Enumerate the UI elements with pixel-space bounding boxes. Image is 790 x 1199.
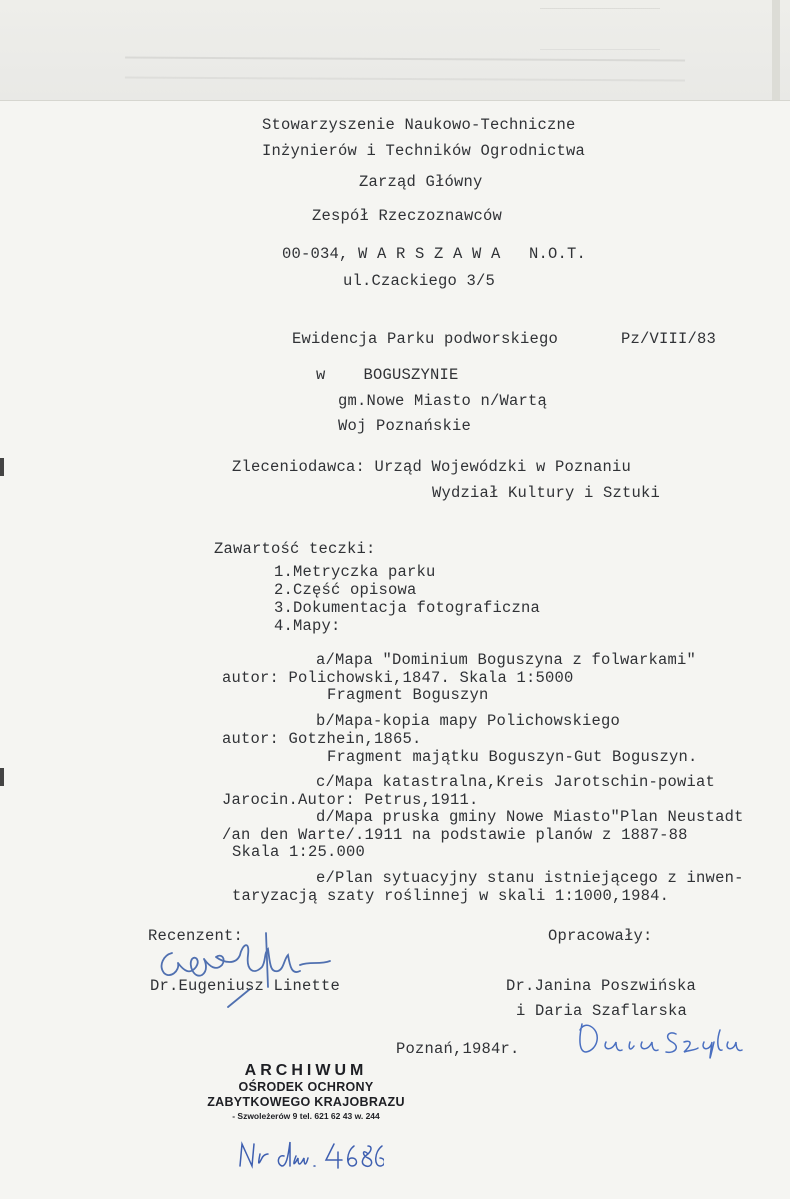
- record-commune: gm.Nowe Miasto n/Wartą: [338, 392, 548, 410]
- authors-label: Opracowały:: [548, 927, 653, 945]
- org-name-line1: Stowarzyszenie Naukowo-Techniczne: [262, 116, 576, 134]
- contents-item: 4.Mapy:: [274, 617, 341, 635]
- stamp-line4: - Szwoleżerów 9 tel. 621 62 43 w. 244: [232, 1111, 380, 1121]
- record-voivodeship: Woj Poznańskie: [338, 417, 472, 435]
- stamp-line3: ZABYTKOWEGO KRAJOBRAZU: [207, 1095, 405, 1109]
- client-line2: Wydział Kultury i Sztuki: [432, 484, 661, 502]
- map-entry: Jarocin.Autor: Petrus,1911.: [222, 791, 479, 809]
- record-place: w BOGUSZYNIE: [316, 366, 459, 384]
- reviewer-signature-scribble: [150, 925, 340, 1015]
- org-department: Zarząd Główny: [359, 173, 483, 191]
- map-entry: autor: Gotzhein,1865.: [222, 730, 422, 748]
- stamp-line2: OŚRODEK OCHRONY: [238, 1080, 374, 1094]
- map-entry: taryzacją szaty roślinnej w skali 1:1000,1984.: [232, 887, 670, 905]
- contents-item: 3.Dokumentacja fotograficzna: [274, 599, 541, 617]
- handwritten-document-number: [234, 1136, 384, 1172]
- map-entry: Skala 1:25.000: [232, 843, 366, 861]
- stamp-line1: ARCHIWUM: [244, 1062, 368, 1079]
- map-entry: c/Mapa katastralna,Kreis Jarotschin-powiat: [316, 773, 716, 791]
- author-handwritten-signature: [572, 1012, 752, 1064]
- record-code: Pz/VIII/83: [621, 330, 717, 348]
- map-entry: Fragment Boguszyn: [327, 686, 489, 704]
- reviewer-label: Recenzent:: [148, 927, 244, 945]
- map-entry: Fragment majątku Boguszyn-Gut Boguszyn.: [327, 748, 698, 766]
- contents-item: 1.Metryczka parku: [274, 563, 436, 581]
- contents-heading: Zawartość teczki:: [214, 540, 376, 558]
- bleed-through-mark: [540, 8, 660, 50]
- sheet-edge: [772, 0, 780, 100]
- map-entry: autor: Polichowski,1847. Skala 1:5000: [222, 669, 574, 687]
- bleed-through-text: [125, 57, 685, 82]
- address-city: 00-034, W A R S Z A W A N.O.T.: [282, 245, 587, 263]
- underlying-sheet-strip: [0, 0, 790, 101]
- binder-hole-mark: [0, 458, 4, 476]
- record-title: Ewidencja Parku podworskiego: [292, 330, 559, 348]
- binder-hole-mark: [0, 768, 4, 786]
- map-entry: d/Mapa pruska gminy Nowe Miasto"Plan Neustadt: [316, 808, 744, 826]
- address-street: ul.Czackiego 3/5: [343, 272, 496, 290]
- client-line1: Zleceniodawca: Urząd Wojewódzki w Poznaniu: [232, 458, 632, 476]
- contents-item: 2.Część opisowa: [274, 581, 417, 599]
- org-name-line2: Inżynierów i Techników Ogrodnictwa: [262, 142, 586, 160]
- map-entry: e/Plan sytuacyjny stanu istniejącego z inwen-: [316, 869, 744, 887]
- map-entry: a/Mapa "Dominium Boguszyna z folwarkami": [316, 651, 697, 669]
- author2-name: i Daria Szaflarska: [516, 1002, 688, 1020]
- reviewer-name: Dr.Eugeniusz Linette: [150, 977, 341, 995]
- map-entry: b/Mapa-kopia mapy Polichowskiego: [316, 712, 621, 730]
- map-entry: /an den Warte/.1911 na podstawie planów z 1887-88: [222, 826, 688, 844]
- org-team: Zespół Rzeczoznawców: [312, 207, 503, 225]
- place-date: Poznań,1984r.: [396, 1040, 520, 1058]
- archive-stamp: [196, 1062, 416, 1132]
- author1-name: Dr.Janina Poszwińska: [506, 977, 697, 995]
